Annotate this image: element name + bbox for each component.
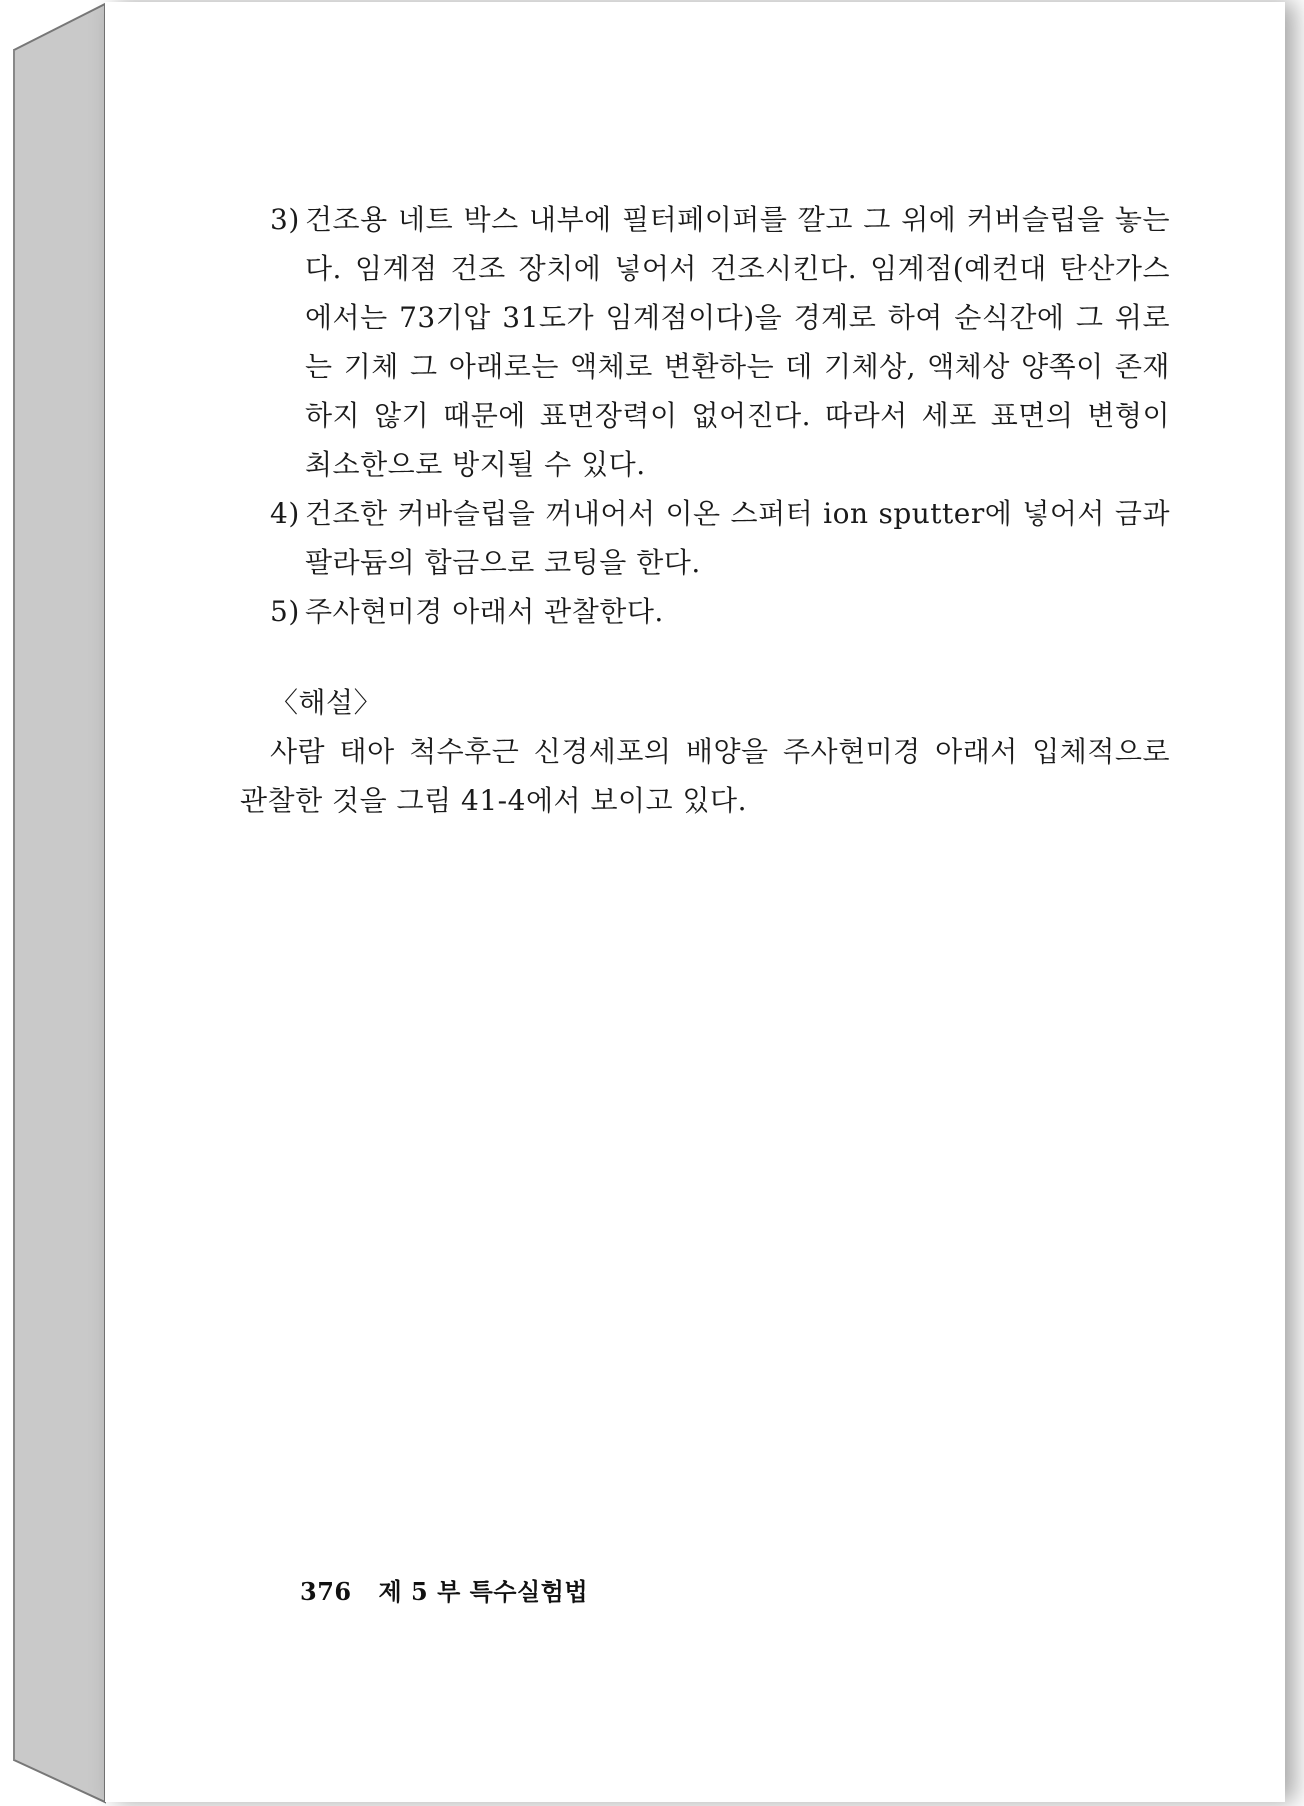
- page-footer: [300, 1572, 588, 1607]
- item-number: 5): [270, 595, 300, 628]
- section-title: 제 5 부 특수실험법: [378, 1577, 589, 1606]
- list-item: [270, 195, 1170, 489]
- page-number: 376: [300, 1577, 352, 1606]
- page-content: [240, 195, 1170, 825]
- item-text: 건조용 네트 박스 내부에 필터페이퍼를 깔고 그 위에 커버슬립을 놓는다. 임계점 건조 장치에 넣어서 건조시킨다. 임계점(예컨대 탄산가스에서는 73기압 31도가 임계점이다)을 경계로 하여 순식간에 그 위로는 기체 그 아래로는 액체로 변환하는 데 기체상, 액체상 양쪽이 존재하지 않기 때문에 표면장력이 없어진다. 따라서 세포 표면의 변형이 최소한으로 방지될 수 있다.: [305, 203, 1170, 481]
- page: [105, 2, 1285, 1802]
- item-text: 건조한 커바슬립을 꺼내어서 이온 스퍼터 ion sputter에 넣어서 금과 팔라듐의 합금으로 코팅을 한다.: [305, 497, 1170, 579]
- commentary-heading: 〈해설〉: [270, 686, 383, 719]
- commentary-text: 사람 태아 척수후근 신경세포의 배양을 주사현미경 아래서 입체적으로 관찰한 것을 그림 41-4에서 보이고 있다.: [240, 735, 1170, 817]
- list-item: [270, 489, 1170, 587]
- list-item: [270, 587, 1170, 636]
- item-number: 3): [270, 203, 300, 236]
- item-number: 4): [270, 497, 300, 530]
- item-text: 주사현미경 아래서 관찰한다.: [305, 595, 664, 628]
